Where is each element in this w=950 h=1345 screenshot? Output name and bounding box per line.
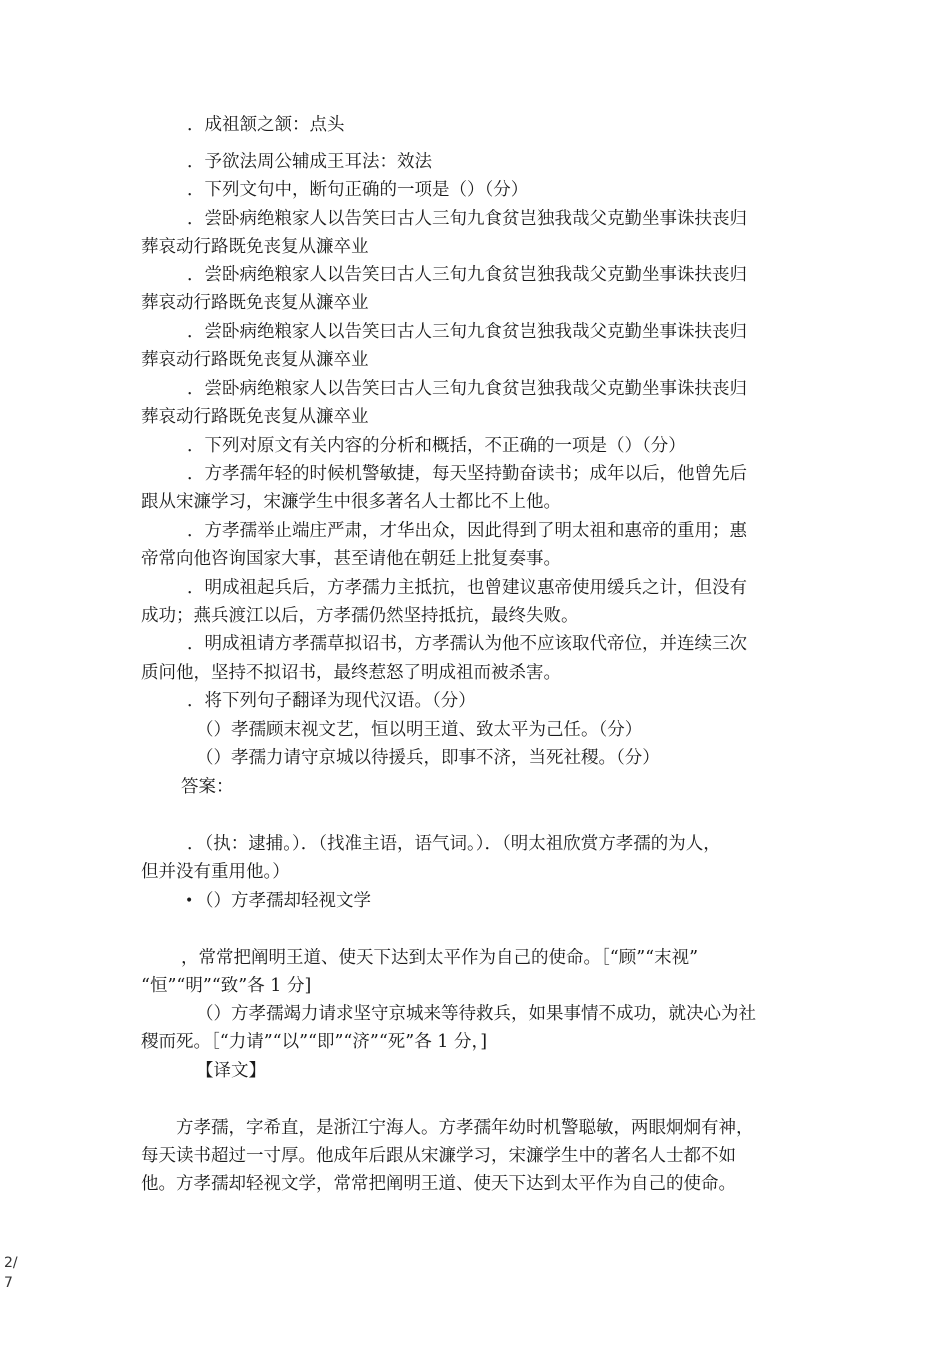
text-line: ．成祖颔之颔：点头	[187, 115, 345, 135]
translation-paragraph-line: 他。方孝孺却轻视文学，常常把阐明王道、使天下达到太平作为自己的使命。	[141, 1174, 736, 1194]
text-line: ．予欲法周公辅成王耳法：效法	[187, 152, 432, 172]
option-line: ．尝卧病绝粮家人以告笑曰古人三旬九食贫岂独我哉父克勤坐事诛扶丧归	[187, 209, 747, 229]
option-line: ．方孝孺举止端庄严肃，才华出众，因此得到了明太祖和惠帝的重用；惠	[187, 521, 747, 541]
answer-line: ，常常把阐明王道、使天下达到太平作为自己的使命。［“顾”“末视”	[181, 948, 699, 968]
option-line: ．尝卧病绝粮家人以告笑曰古人三旬九食贫岂独我哉父克勤坐事诛扶丧归	[187, 265, 747, 285]
bullet-icon: •	[185, 893, 194, 909]
question-line: ．下列对原文有关内容的分析和概括，不正确的一项是（）（分）	[187, 436, 686, 456]
option-line-cont: 质问他，坚持不拟诏书，最终惹怒了明成祖而被杀害。	[141, 663, 561, 683]
answer-line-cont: 稷而死。［“力请”“以”“即”“济”“死”各 1 分，]	[141, 1032, 488, 1052]
text-line: ．下列文句中，断句正确的一项是（）（分）	[187, 180, 529, 200]
option-line: ．明成祖起兵后，方孝孺力主抵抗，也曾建议惠帝使用缓兵之计，但没有	[187, 578, 747, 598]
translation-item: （）孝孺力请守京城以待援兵，即事不济，当死社稷。（分）	[196, 748, 660, 768]
option-line: ．明成祖请方孝孺草拟诏书，方孝孺认为他不应该取代帝位，并连续三次	[187, 634, 747, 654]
option-line-cont: 葬哀动行路既免丧复从濂卒业	[141, 293, 369, 313]
option-line: ．方孝孺年轻的时候机警敏捷，每天坚持勤奋读书；成年以后，他曾先后	[187, 464, 747, 484]
option-line: ．尝卧病绝粮家人以告笑曰古人三旬九食贫岂独我哉父克勤坐事诛扶丧归	[187, 379, 747, 399]
option-line-cont: 葬哀动行路既免丧复从濂卒业	[141, 350, 369, 370]
answer-line-cont: “恒”“明”“致”各 1 分]	[141, 976, 312, 996]
option-line-cont: 跟从宋濂学习，宋濂学生中很多著名人士都比不上他。	[141, 492, 561, 512]
page-number: 2/ 7	[4, 1255, 18, 1291]
option-line: ．尝卧病绝粮家人以告笑曰古人三旬九食贫岂独我哉父克勤坐事诛扶丧归	[187, 322, 747, 342]
question-line: ．将下列句子翻译为现代汉语。（分）	[187, 691, 476, 711]
option-line-cont: 帝常向他咨询国家大事，甚至请他在朝廷上批复奏事。	[141, 549, 561, 569]
answer-heading: 答案：	[181, 777, 234, 797]
translation-paragraph-line: 方孝孺，字希直，是浙江宁海人。方孝孺年幼时机警聪敏，两眼炯炯有神，	[176, 1118, 754, 1138]
answer-line: ．（执：逮捕。）．（找准主语，语气词。）．（明太祖欣赏方孝孺的为人，	[187, 834, 721, 854]
answer-line: （）方孝孺竭力请求坚守京城来等待救兵，如果事情不成功，就决心为社	[196, 1004, 756, 1024]
option-line-cont: 成功；燕兵渡江以后，方孝孺仍然坚持抵抗，最终失败。	[141, 606, 579, 626]
translation-heading: 【译文】	[196, 1061, 266, 1081]
translation-paragraph-line: 每天读书超过一寸厚。他成年后跟从宋濂学习，宋濂学生中的著名人士都不如	[141, 1146, 736, 1166]
answer-line: （）方孝孺却轻视文学	[196, 891, 371, 911]
answer-line-cont: 但并没有重用他。）	[141, 862, 290, 882]
option-line-cont: 葬哀动行路既免丧复从濂卒业	[141, 237, 369, 257]
translation-item: （）孝孺顾末视文艺，恒以明王道、致太平为己任。（分）	[196, 720, 643, 740]
option-line-cont: 葬哀动行路既免丧复从濂卒业	[141, 407, 369, 427]
